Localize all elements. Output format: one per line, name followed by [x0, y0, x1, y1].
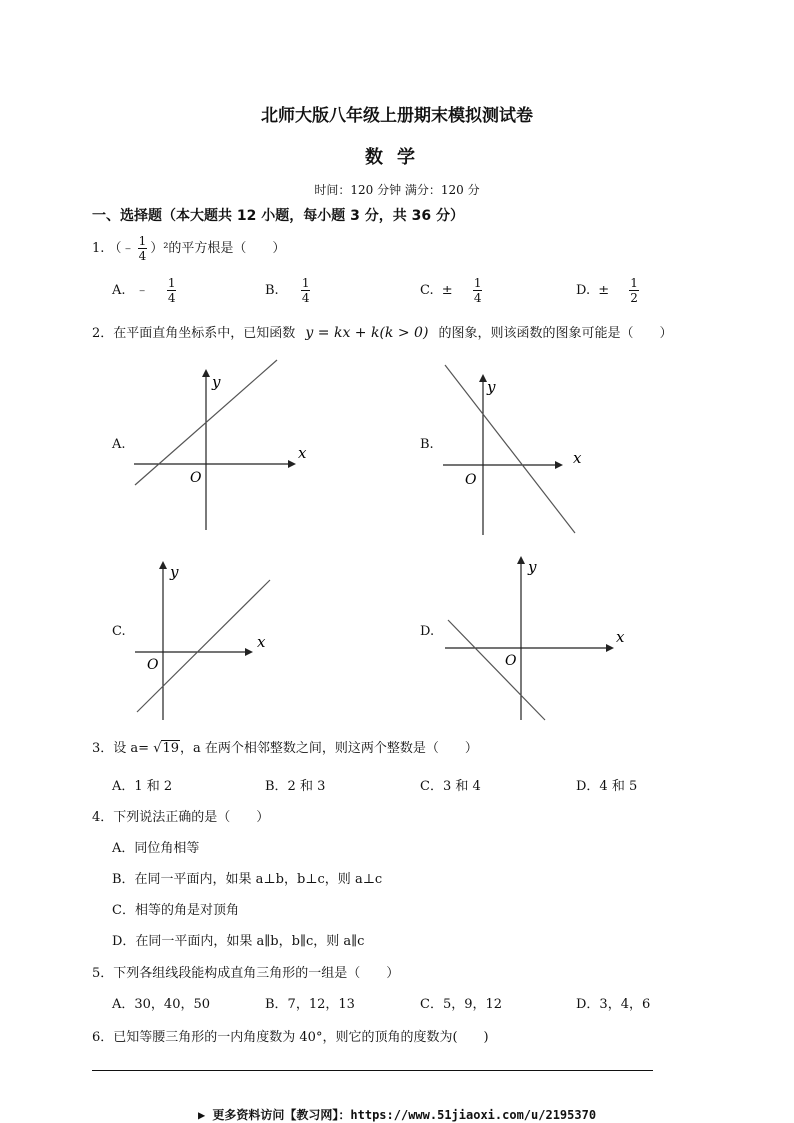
question-5: 5．下列各组线段能构成直角三角形的一组是（ ） — [92, 966, 400, 981]
graph-a — [120, 355, 320, 535]
origin-label: O — [465, 472, 477, 488]
fraction — [138, 235, 148, 262]
option-sign: ± — [598, 283, 610, 298]
radicand: 19 — [162, 741, 180, 756]
x-axis-arrow — [606, 644, 614, 652]
option-label: C. — [420, 283, 434, 298]
fraction-denominator: 2 — [630, 291, 638, 305]
page-title: 北师大版八年级上册期末模拟测试卷 — [261, 106, 533, 126]
q5-option-d[interactable]: D．3，4，6 — [576, 997, 651, 1012]
question-1 — [92, 235, 285, 262]
graph-a-label[interactable]: A. — [112, 437, 126, 452]
question-6: 6．已知等腰三角形的一内角度数为 40°，则它的顶角的度数为( ) — [92, 1030, 489, 1045]
exam-meta: 时间：120 分钟 满分：120 分 — [314, 183, 480, 197]
function-formula: y = kx + k(k > 0) — [305, 325, 429, 341]
question-text-post: ）²的平方根是（ ） — [150, 241, 286, 256]
graph-c — [125, 555, 285, 725]
x-axis-label: x — [257, 633, 266, 651]
y-axis-label: y — [212, 373, 221, 391]
option-label: A. — [112, 283, 126, 298]
origin-label: O — [147, 657, 159, 673]
q3-option-d[interactable]: D．4 和 5 — [576, 779, 638, 794]
subject-title: 数学 — [365, 147, 429, 168]
y-axis-label: y — [170, 563, 179, 581]
graph-b — [435, 360, 615, 540]
y-axis-arrow — [479, 374, 487, 382]
y-axis-arrow — [202, 369, 210, 377]
q4-option-c[interactable]: C．相等的角是对顶角 — [112, 903, 239, 918]
option-label: D. — [576, 283, 591, 298]
fraction-denominator: 4 — [167, 291, 176, 305]
function-line — [448, 620, 545, 720]
x-axis-arrow — [245, 648, 253, 656]
graph-c-label[interactable]: C. — [112, 624, 126, 639]
q1-option-a[interactable] — [112, 277, 179, 304]
fraction-denominator: 4 — [473, 291, 482, 305]
y-axis-label: y — [528, 558, 537, 576]
x-axis-label: x — [573, 449, 582, 467]
fraction — [473, 277, 483, 304]
question-text-pre: （﹣ — [108, 241, 135, 256]
question-2 — [92, 322, 673, 341]
graph-d — [440, 550, 640, 725]
question-4: 4．下列说法正确的是（ ） — [92, 810, 270, 825]
question-text: ，a 在两个相邻整数之间，则这两个整数是（ ） — [180, 741, 478, 756]
fraction-numerator: 1 — [167, 276, 176, 290]
footer-divider — [92, 1070, 653, 1071]
q1-option-b[interactable] — [265, 277, 313, 304]
function-line — [445, 365, 575, 533]
q4-option-b[interactable]: B．在同一平面内，如果 a⊥b，b⊥c，则 a⊥c — [112, 872, 383, 887]
question-text: 的图象，则该函数的图象可能是（ ） — [438, 326, 673, 341]
option-sign: ± — [441, 283, 453, 298]
footer-link[interactable]: ▶ 更多资料访问【教习网】：https://www.51jiaoxi.com/u/2195370 — [197, 1108, 597, 1122]
x-axis-arrow — [555, 461, 563, 469]
question-text: 2．在平面直角坐标系中，已知函数 — [92, 326, 296, 341]
q3-option-b[interactable]: B．2 和 3 — [265, 779, 326, 794]
q5-option-c[interactable]: C．5，9，12 — [420, 997, 503, 1012]
x-axis-label: x — [298, 444, 307, 462]
q5-option-b[interactable]: B．7，12，13 — [265, 997, 355, 1012]
graph-b-label[interactable]: B. — [420, 437, 434, 452]
question-number: 1. — [92, 241, 105, 256]
option-label: B. — [265, 283, 279, 298]
fraction-numerator: 1 — [473, 276, 482, 290]
q5-option-a[interactable]: A．30，40，50 — [112, 997, 211, 1012]
q1-option-d[interactable] — [576, 277, 642, 304]
q1-option-c[interactable] — [420, 277, 485, 304]
y-axis-label: y — [487, 378, 496, 396]
fraction — [167, 277, 177, 304]
x-axis-label: x — [616, 628, 625, 646]
option-sign: ﹣ — [135, 283, 149, 298]
y-axis-arrow — [517, 556, 525, 564]
fraction-numerator: 1 — [301, 276, 310, 290]
question-text: 3．设 a= — [92, 741, 150, 756]
origin-label: O — [190, 470, 202, 486]
origin-label: O — [505, 653, 517, 669]
q3-option-c[interactable]: C．3 和 4 — [420, 779, 481, 794]
function-line — [137, 580, 270, 712]
y-axis-arrow — [159, 561, 167, 569]
section-heading: 一、选择题（本大题共 12 小题，每小题 3 分，共 36 分） — [92, 208, 464, 224]
fraction-denominator: 4 — [301, 291, 310, 305]
x-axis-arrow — [288, 460, 296, 468]
q3-option-a[interactable]: A．1 和 2 — [112, 779, 173, 794]
fraction — [629, 277, 639, 304]
square-root: √19 — [153, 741, 180, 756]
fraction-numerator: 1 — [138, 234, 147, 248]
q4-option-d[interactable]: D．在同一平面内，如果 a∥b，b∥c，则 a∥c — [112, 934, 365, 949]
fraction-numerator: 1 — [630, 276, 638, 290]
q4-option-a[interactable]: A．同位角相等 — [112, 841, 200, 856]
fraction — [301, 277, 311, 304]
fraction-denominator: 4 — [138, 249, 147, 263]
graph-d-label[interactable]: D. — [420, 624, 435, 639]
question-3 — [92, 737, 478, 756]
